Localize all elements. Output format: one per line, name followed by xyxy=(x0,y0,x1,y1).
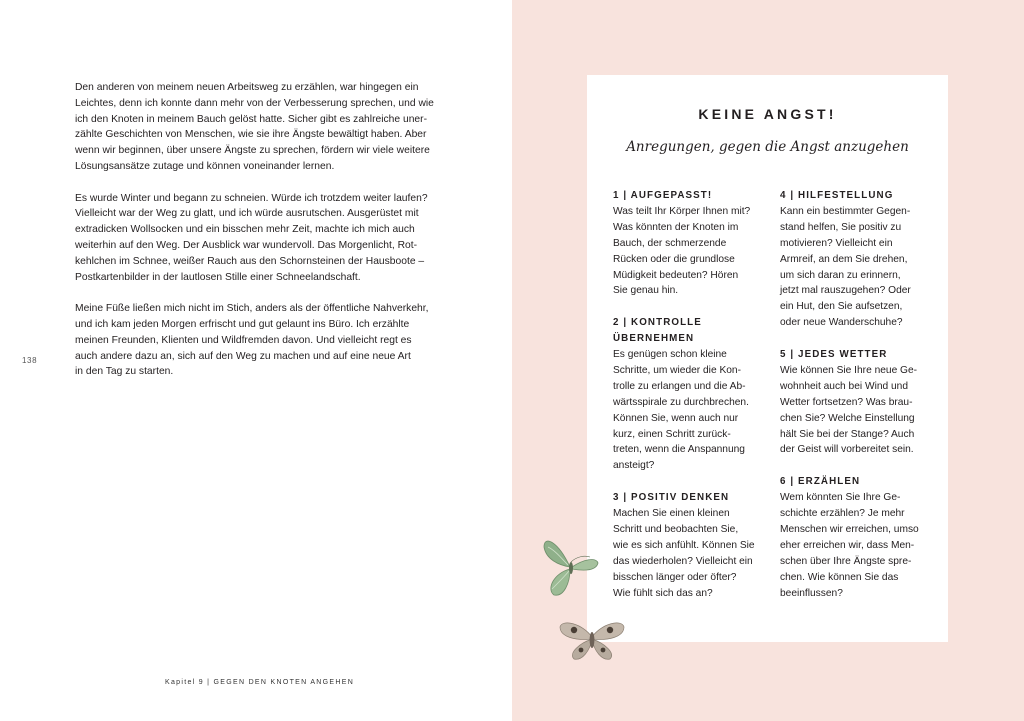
grey-moth-body xyxy=(590,632,595,648)
tip-6 xyxy=(780,474,930,601)
tip-heading: 3 | POSITIV DENKEN xyxy=(613,492,730,504)
tip-text: Wie können Sie Ihre neue Ge- wohnheit auch bei Wind und Wetter fortsetzen? Was brau- chen Sie? Welche Einstellung hält Sie bei der Stange? Auch der Geist will vorbereitet sein. xyxy=(780,364,918,456)
paragraph-3: Meine Füße ließen mich nicht im Stich, anders als der öffentliche Nahverkehr, und ich kam jeden Morgen erfrischt und gut gelaunt ins Büro. Ich erzählte meinen Freunden, Klienten und Wildfremden davon. Und vielleicht regt es auch andere dazu an, sich auf den Weg zu machen und auf eine neue Art in den Tag zu starten. xyxy=(75,303,429,378)
tip-2 xyxy=(613,315,763,474)
tip-1 xyxy=(613,188,763,299)
green-moth-illustration xyxy=(540,533,602,601)
green-moth-body xyxy=(569,562,573,574)
tip-text: Machen Sie einen kleinen Schritt und beobachten Sie, wie es sich anfühlt. Können Sie das wiederholen? Vielleicht ein bisschen länger oder öfter? Wie fühlt sich das an? xyxy=(613,508,755,599)
tip-5 xyxy=(780,347,930,458)
tip-heading: 1 | AUFGEPASST! xyxy=(613,190,713,201)
tip-3 xyxy=(613,490,763,601)
tip-heading: 6 | ERZÄHLEN xyxy=(780,476,861,488)
grey-moth-illustration xyxy=(556,617,628,663)
tip-4 xyxy=(780,188,930,331)
body-text xyxy=(75,80,437,396)
card-title: KEINE ANGST! xyxy=(698,106,837,122)
tips-column-right xyxy=(780,188,930,617)
tips-column-left xyxy=(613,188,763,617)
tip-text: Was teilt Ihr Körper Ihnen mit? Was könnten der Knoten im Bauch, der schmerzende Rücken oder die grundlose Müdigkeit bedeuten? Hören Sie genau hin. xyxy=(613,205,751,297)
tip-heading: 5 | JEDES WETTER xyxy=(780,349,888,361)
paragraph-2: Es wurde Winter und begann zu schneien. Würde ich trotzdem weiter laufen? Vielleicht war der Weg zu glatt, und ich würde ausrutschen. Ausgerüstet mit extradicken Wollsocken und ein bisschen mehr Zeit, machte ich mich auch weiterhin auf den Weg. Der Ausblick war wundervoll. Das Morgenlicht, Rot- kehlchen im Schnee, weißer Rauch aus den Schornsteinen der Hausboote – Postkartenbilder in der lautlosen Stille einer Schneelandschaft. xyxy=(75,192,428,283)
tip-text: Es genügen schon kleine Schritte, um wieder die Kon- trolle zu erlangen und die Ab- wärtsspirale zu durchbrechen. Können Sie, wenn auch nur kurz, einen Schritt zurück- treten, wenn die Anspannung ansteigt? xyxy=(613,349,749,472)
tip-text: Kann ein bestimmter Gegen- stand helfen, Sie positiv zu motivieren? Vielleicht ein Armreif, an dem Sie drehen, um sich daran zu erinnern, jetzt mal rauszugehen? Oder ein Hut, den Sie aufsetzen, oder neue Wanderschuhe? xyxy=(780,205,911,329)
page-number: 138 xyxy=(22,356,38,365)
tip-heading: 4 | HILFESTELLUNG xyxy=(780,190,894,201)
tip-heading: 2 | KONTROLLE ÜBERNEHMEN xyxy=(613,317,702,345)
paragraph-1: Den anderen von meinem neuen Arbeitsweg zu erzählen, war hingegen ein Leichtes, denn ich konnte dann mehr von der Verbesserung sprechen, und wie ich den Knoten in meinem Bauch gelöst hatte. Sicher gibt es zahlreiche uner- zählte Geschichten von Menschen, wie sie ihre Ängste bewältigt haben. Aber wenn wir beginnen, über unsere Ängste zu sprechen, fördern wir viele weitere Lösungsansätze zutage und können voneinander lernen. xyxy=(75,82,434,172)
tip-text: Wem könnten Sie Ihre Ge- schichte erzählen? Je mehr Menschen wir erreichen, umso eher erreichen wir, dass Men- schen über Ihre Ängste spre- chen. Wie können Sie das beeinflussen? xyxy=(780,492,919,599)
card-subtitle: Anregungen, gegen die Angst anzugehen xyxy=(626,139,909,155)
running-footer: Kapitel 9 | GEGEN DEN KNOTEN ANGEHEN xyxy=(165,679,355,686)
tips-card xyxy=(587,75,948,642)
